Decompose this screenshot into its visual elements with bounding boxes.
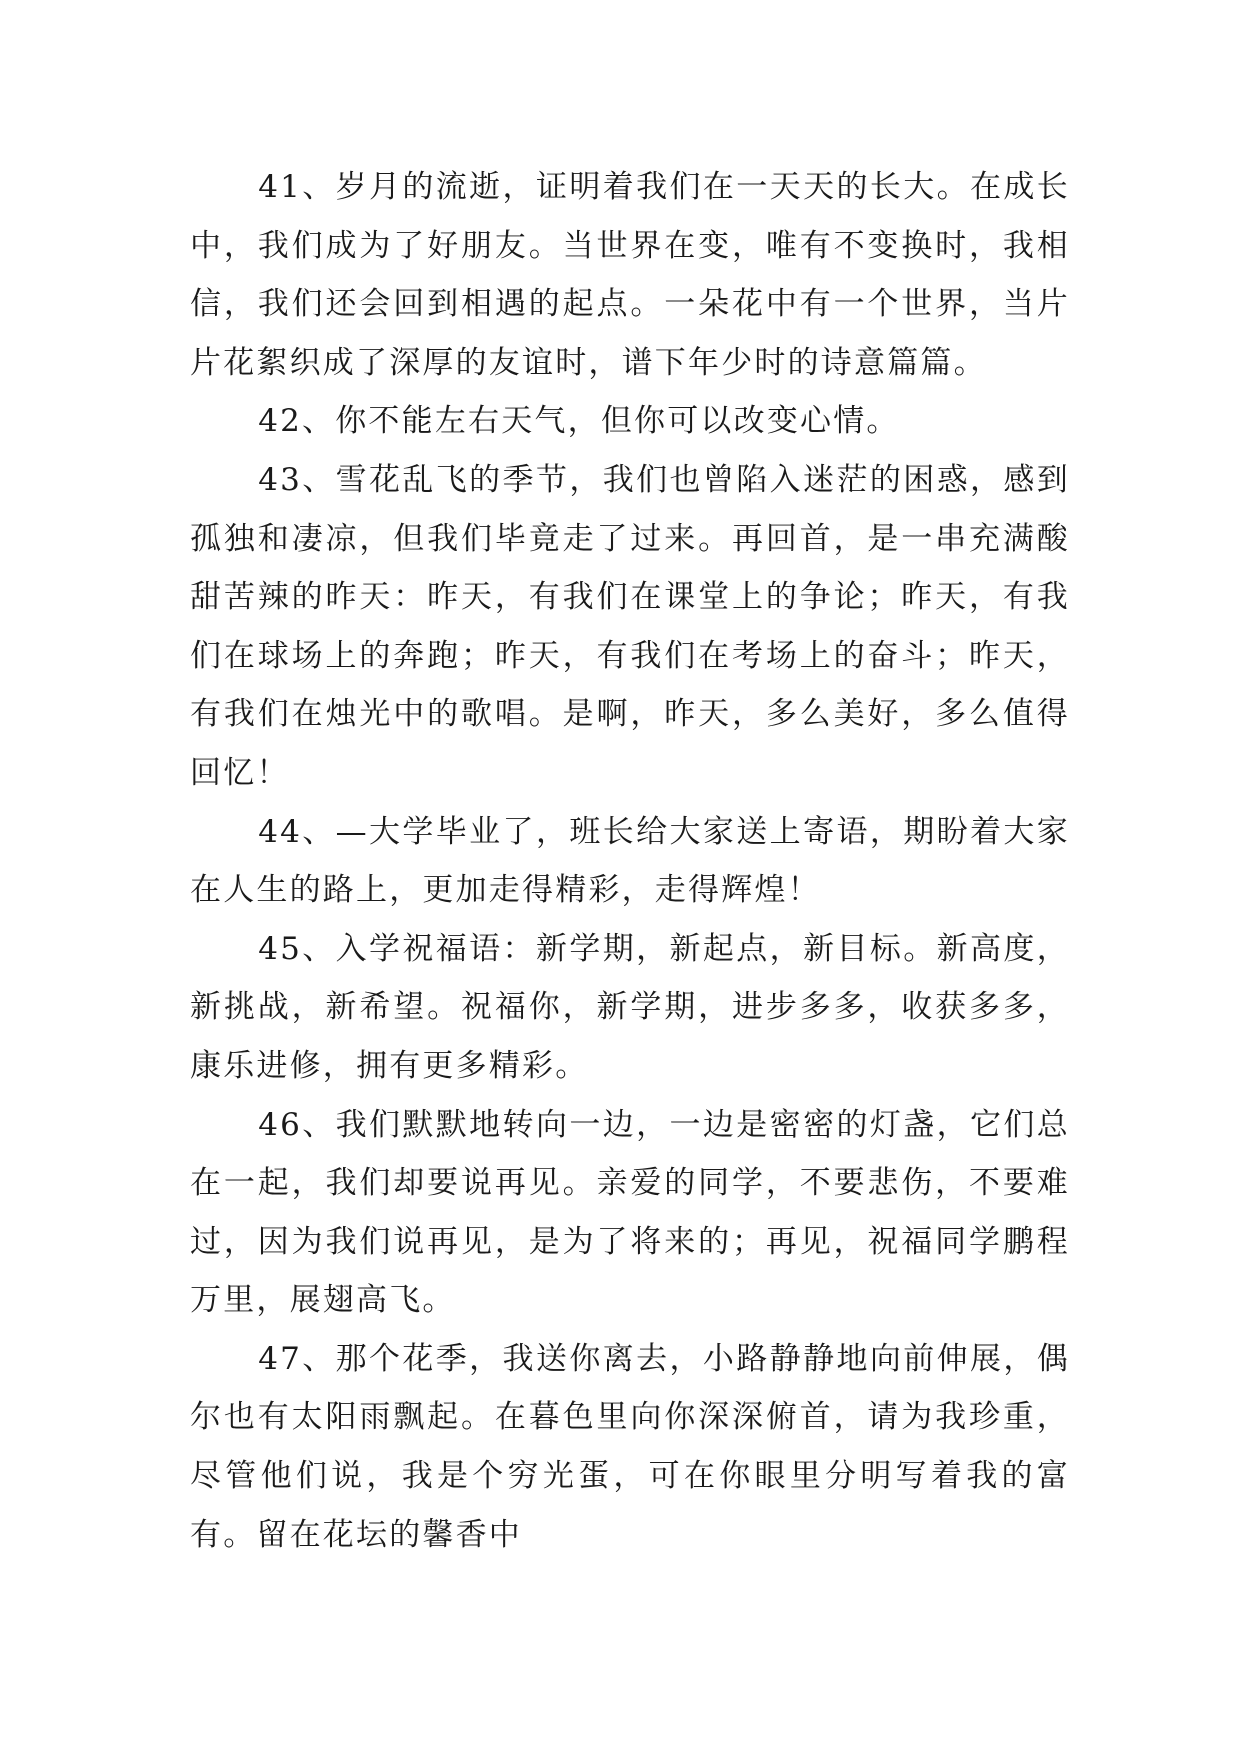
paragraph-47: 47、那个花季，我送你离去，小路静静地向前伸展，偶尔也有太阳雨飘起。在暮色里向你深深俯首，请为我珍重，尽管他们说，我是个穷光蛋，可在你眼里分明写着我的富有。留在花坛的馨香中 bbox=[190, 1340, 1070, 1553]
paragraph-45: 45、入学祝福语：新学期，新起点，新目标。新高度，新挑战，新希望。祝福你，新学期，进步多多，收获多多，康乐进修，拥有更多精彩。 bbox=[190, 930, 1070, 1084]
paragraph-41: 41、岁月的流逝，证明着我们在一天天的长大。在成长中，我们成为了好朋友。当世界在变，唯有不变换时，我相信，我们还会回到相遇的起点。一朵花中有一个世界，当片片花絮织成了深厚的友谊时，谱下年少时的诗意篇篇。 bbox=[190, 169, 1070, 381]
document-body bbox=[190, 158, 1070, 1564]
paragraph-43: 43、雪花乱飞的季节，我们也曾陷入迷茫的困惑，感到孤独和凄凉，但我们毕竟走了过来。再回首，是一串充满酸甜苦辣的昨天：昨天，有我们在课堂上的争论；昨天，有我们在球场上的奔跑；昨天，有我们在考场上的奋斗；昨天，有我们在烛光中的歌唱。是啊，昨天，多么美好，多么值得回忆！ bbox=[190, 461, 1070, 791]
paragraph-42: 42、你不能左右天气，但你可以改变心情。 bbox=[258, 403, 900, 440]
paragraph-44: 44、—大学毕业了，班长给大家送上寄语，期盼着大家在人生的路上，更加走得精彩，走得辉煌！ bbox=[190, 813, 1070, 909]
paragraph-46: 46、我们默默地转向一边，一边是密密的灯盏，它们总在一起，我们却要说再见。亲爱的同学，不要悲伤，不要难过，因为我们说再见，是为了将来的；再见，祝福同学鹏程万里，展翅高飞。 bbox=[190, 1106, 1070, 1319]
